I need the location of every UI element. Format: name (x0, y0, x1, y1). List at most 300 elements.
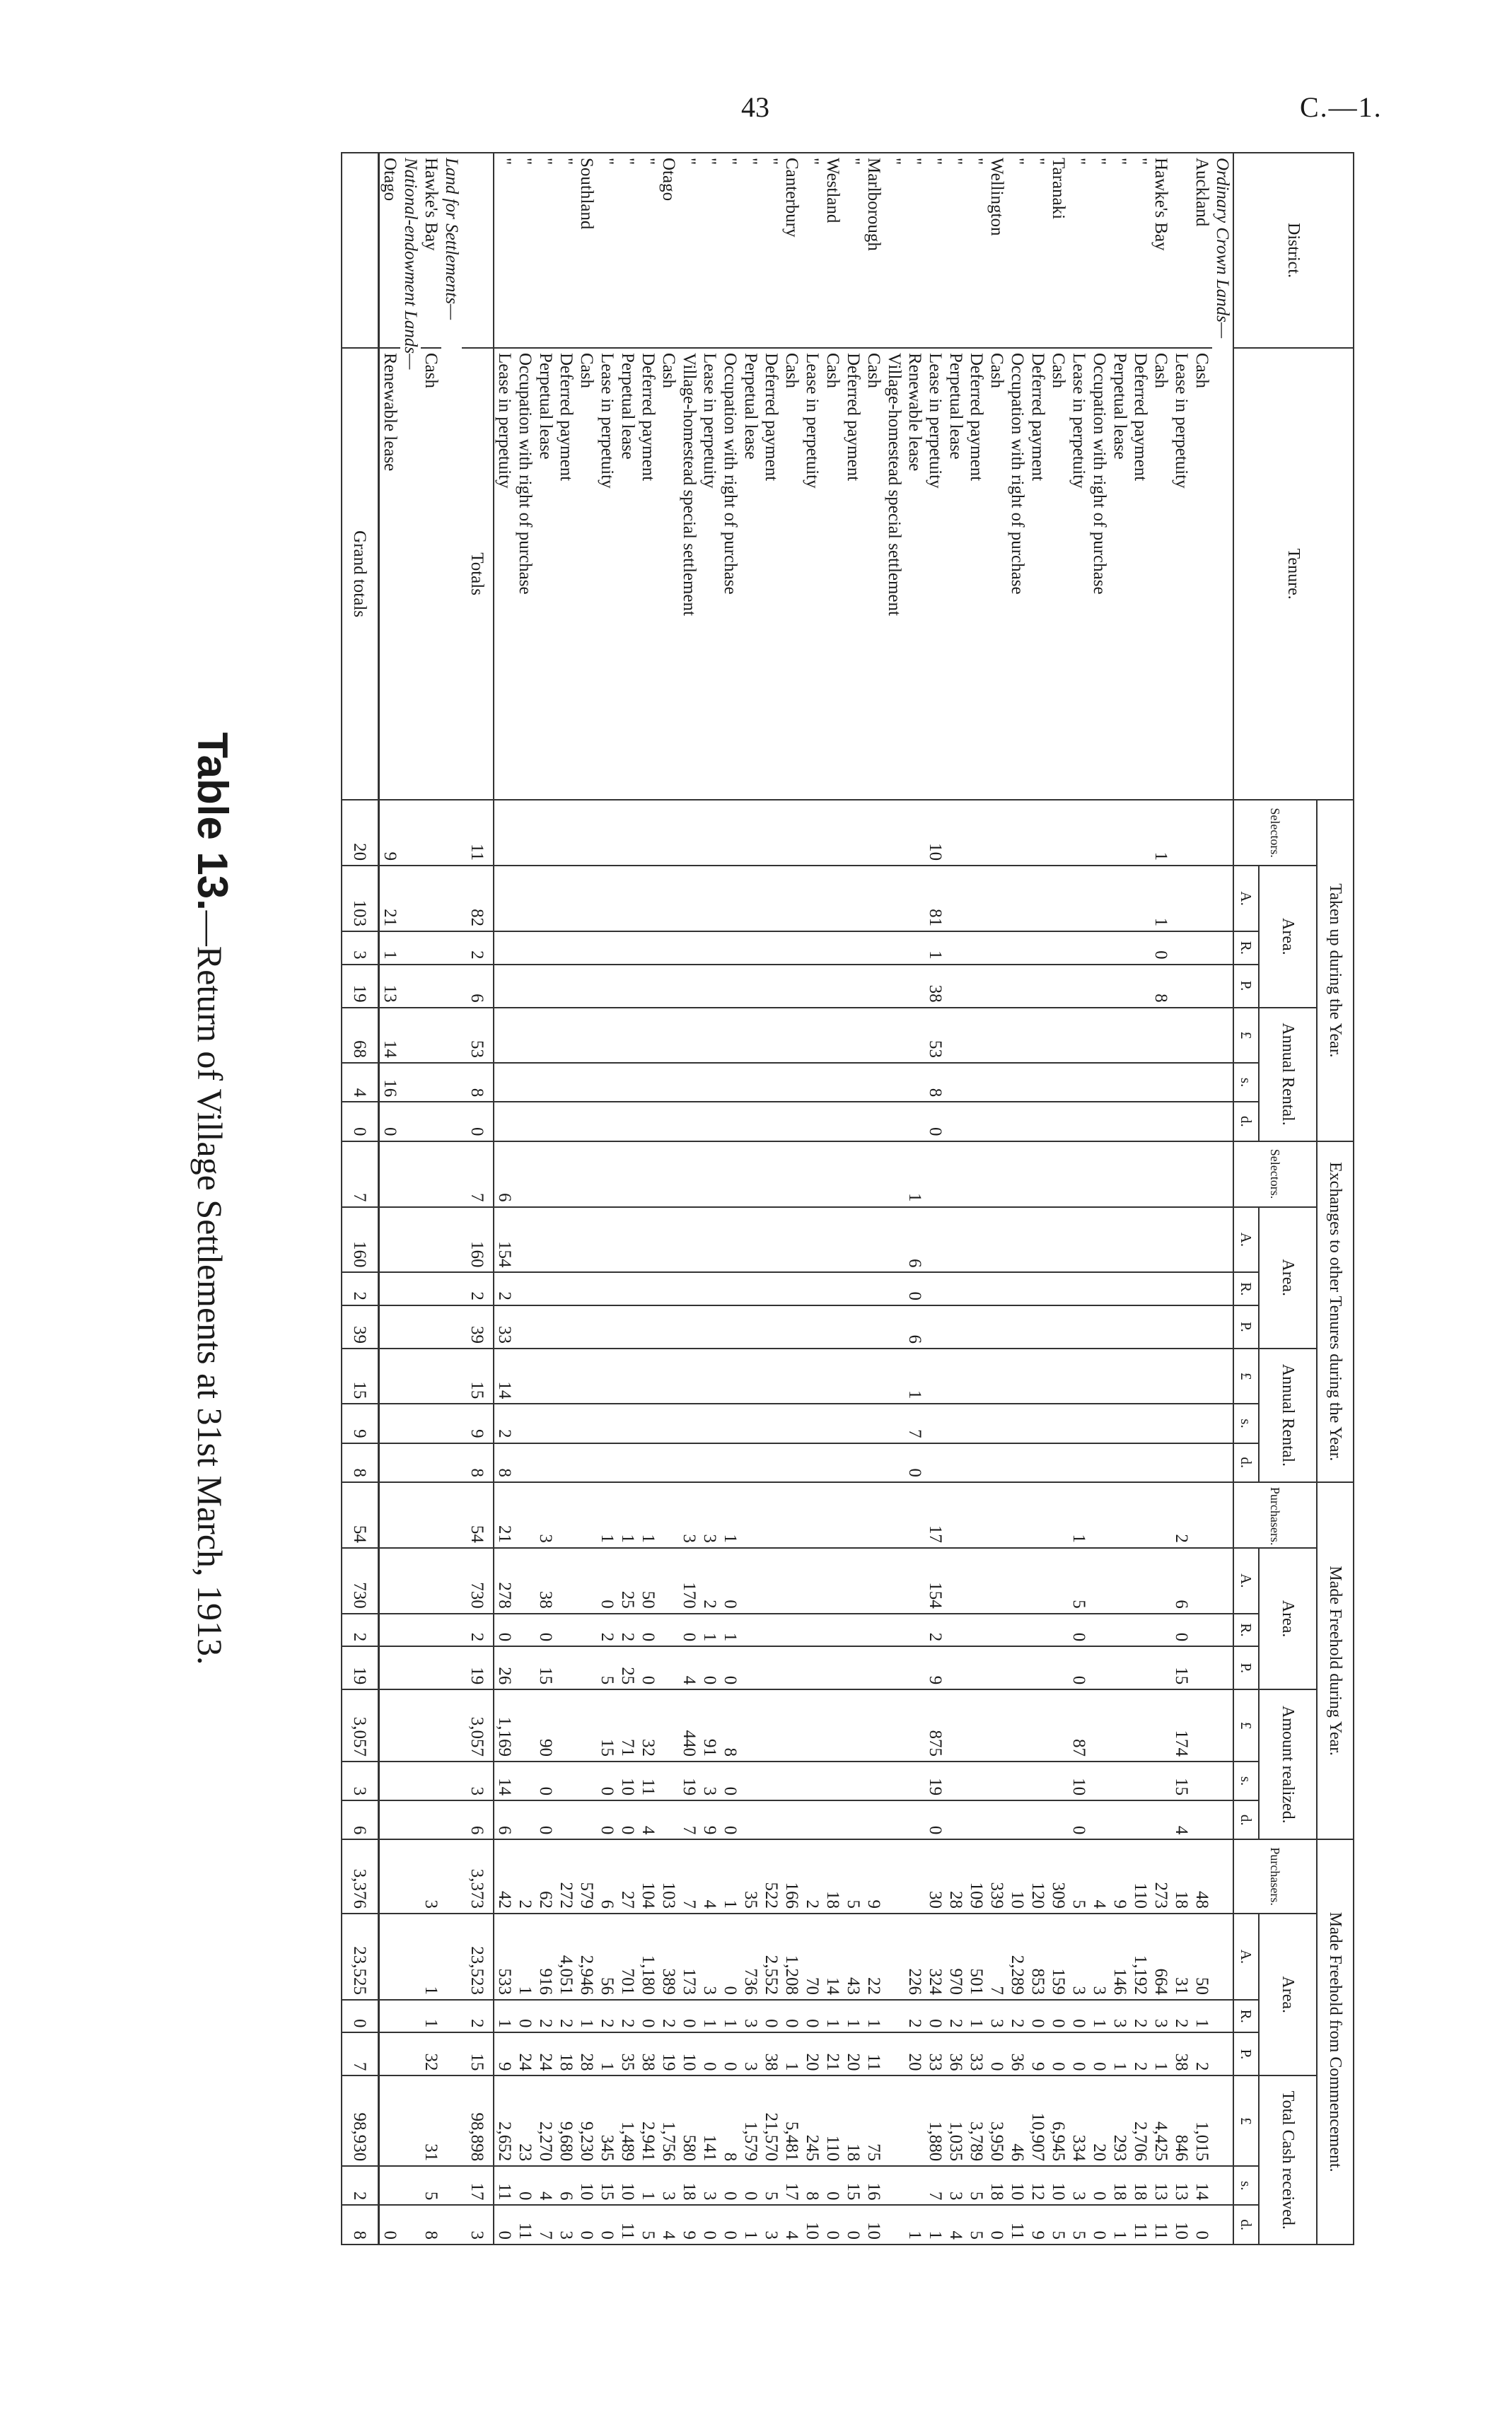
value-cell-es (966, 1404, 987, 1443)
unit-acres: A. (1233, 1548, 1259, 1614)
value-cell-p1 (679, 965, 699, 1008)
value-cell-rl: 14 (379, 1008, 401, 1063)
value-cell-ca: 23,525 (342, 1914, 379, 2000)
value-cell-rd (421, 1102, 441, 1141)
empty-cell (441, 1141, 462, 1207)
value-cell-ca: 533 (494, 1914, 515, 2000)
unit-shillings: s. (1233, 2166, 1259, 2205)
value-cell-ml (822, 1689, 843, 1762)
value-cell-fpp (1028, 1646, 1048, 1689)
value-cell-td: 11 (1130, 2205, 1151, 2245)
value-cell-el: 1 (905, 1349, 925, 1404)
value-cell-cpp: 28 (576, 2032, 597, 2075)
value-cell-cp: 1 (720, 1839, 740, 1914)
value-cell-fa: 6 (1171, 1548, 1192, 1614)
table-row (740, 153, 761, 2245)
value-cell-a1 (905, 866, 925, 931)
value-cell-rd (987, 1102, 1007, 1141)
value-cell-ep (802, 1305, 822, 1349)
value-cell-rl (1007, 1008, 1028, 1063)
value-cell-p1 (597, 965, 617, 1008)
value-cell-fr (379, 1614, 401, 1646)
value-cell-ea: 160 (462, 1207, 494, 1273)
value-cell-ts: 0 (740, 2166, 761, 2205)
value-cell-er (863, 1272, 884, 1305)
value-cell-p1 (946, 965, 966, 1008)
value-cell-cpp: 38 (761, 2032, 781, 2075)
value-cell-esel (379, 1141, 401, 1207)
value-cell-r1 (822, 931, 843, 964)
value-cell-rs (740, 1063, 761, 1102)
value-cell-fa (884, 1548, 905, 1614)
value-cell-fp: 3 (699, 1482, 720, 1548)
value-cell-fpp (905, 1646, 925, 1689)
value-cell-rl (720, 1008, 740, 1063)
value-cell-rl (1151, 1008, 1171, 1063)
value-cell-ml (556, 1689, 576, 1762)
value-cell-er: 2 (462, 1272, 494, 1305)
value-cell-p1 (1048, 965, 1069, 1008)
value-cell-ml (905, 1689, 925, 1762)
value-cell-fpp: 0 (699, 1646, 720, 1689)
value-cell-rs (822, 1063, 843, 1102)
value-cell-ms: 3 (462, 1762, 494, 1800)
value-cell-sel (1089, 800, 1110, 866)
value-cell-a1 (987, 866, 1007, 931)
value-cell-ea (699, 1207, 720, 1273)
value-cell-fpp (781, 1646, 802, 1689)
value-cell-er (658, 1272, 679, 1305)
value-cell-es (576, 1404, 597, 1443)
value-cell-rl (966, 1008, 987, 1063)
empty-cell (441, 1063, 462, 1102)
value-cell-el (946, 1349, 966, 1404)
value-cell-fr: 0 (638, 1614, 658, 1646)
header-annual-rental: Annual Rental. (1259, 1008, 1317, 1141)
value-cell-ca: 3 (1089, 1914, 1110, 2000)
value-cell-ep (925, 1305, 946, 1349)
value-cell-ea (597, 1207, 617, 1273)
value-cell-a1 (421, 866, 441, 931)
value-cell-es (1110, 1404, 1130, 1443)
value-cell-ea (884, 1207, 905, 1273)
value-cell-ms: 0 (720, 1762, 740, 1800)
tenure-cell: Cash (1048, 348, 1069, 800)
value-cell-cr: 2 (1171, 2000, 1192, 2032)
empty-cell (400, 1646, 421, 1689)
empty-cell (441, 1443, 462, 1482)
value-cell-fr: 0 (535, 1614, 556, 1646)
value-cell-tl (379, 2075, 401, 2166)
value-cell-cp: 6 (597, 1839, 617, 1914)
value-cell-es (638, 1404, 658, 1443)
value-cell-ms: 14 (494, 1762, 515, 1800)
tenure-cell: Cash (576, 348, 597, 800)
value-cell-td (884, 2205, 905, 2245)
value-cell-el (1069, 1349, 1089, 1404)
value-cell-cr: 0 (802, 2000, 822, 2032)
value-cell-fa (843, 1548, 863, 1614)
value-cell-rs (781, 1063, 802, 1102)
value-cell-rs (1192, 1063, 1212, 1102)
value-cell-sel (617, 800, 638, 866)
empty-cell (441, 1614, 462, 1646)
empty-cell (1212, 800, 1233, 866)
value-cell-rs (699, 1063, 720, 1102)
table-row (843, 153, 863, 2245)
empty-cell (1212, 1689, 1233, 1762)
value-cell-ms: 0 (535, 1762, 556, 1800)
value-cell-cp: 9 (1110, 1839, 1130, 1914)
value-cell-p1: 8 (1151, 965, 1171, 1008)
value-cell-er (421, 1272, 441, 1305)
value-cell-ts: 17 (781, 2166, 802, 2205)
value-cell-r1 (720, 931, 740, 964)
value-cell-ml: 91 (699, 1689, 720, 1762)
value-cell-cr: 2 (1130, 2000, 1151, 2032)
value-cell-fr (761, 1614, 781, 1646)
value-cell-ms (1028, 1762, 1048, 1800)
value-cell-p1: 13 (379, 965, 401, 1008)
empty-cell (1212, 1762, 1233, 1800)
district-cell: " (1110, 153, 1130, 348)
value-cell-cr: 2 (462, 2000, 494, 2032)
value-cell-md (421, 1800, 441, 1839)
district-cell: Southland (576, 153, 597, 348)
value-cell-ea: 6 (905, 1207, 925, 1273)
value-cell-cp: 103 (658, 1839, 679, 1914)
value-cell-ep (638, 1305, 658, 1349)
value-cell-fr: 2 (342, 1614, 379, 1646)
table-row (494, 153, 515, 2245)
value-cell-r1 (421, 931, 441, 964)
value-cell-ed (658, 1443, 679, 1482)
value-cell-cpp: 7 (342, 2032, 379, 2075)
value-cell-tl: 20 (1089, 2075, 1110, 2166)
value-cell-fpp (1151, 1646, 1171, 1689)
value-cell-esel (1007, 1141, 1028, 1207)
value-cell-md (1028, 1800, 1048, 1839)
value-cell-ed (1007, 1443, 1028, 1482)
value-cell-es: 7 (905, 1404, 925, 1443)
empty-cell (400, 1404, 421, 1443)
value-cell-ea (987, 1207, 1007, 1273)
value-cell-cr: 1 (822, 2000, 843, 2032)
value-cell-cp: 48 (1192, 1839, 1212, 1914)
value-cell-esel (843, 1141, 863, 1207)
unit-acres: A. (1233, 866, 1259, 931)
value-cell-cpp: 38 (1171, 2032, 1192, 2075)
value-cell-er (966, 1272, 987, 1305)
value-cell-ca: 146 (1110, 1914, 1130, 2000)
value-cell-el (761, 1349, 781, 1404)
value-cell-el (987, 1349, 1007, 1404)
tenure-cell: Deferred payment (556, 348, 576, 800)
unit-pounds: £ (1233, 1008, 1259, 1063)
district-cell: " (679, 153, 699, 348)
value-cell-sel (863, 800, 884, 866)
value-cell-er (597, 1272, 617, 1305)
value-cell-r1 (946, 931, 966, 964)
value-cell-esel (802, 1141, 822, 1207)
value-cell-rs (946, 1063, 966, 1102)
value-cell-fr (1130, 1614, 1151, 1646)
value-cell-ts: 18 (679, 2166, 699, 2205)
value-cell-md (1130, 1800, 1151, 1839)
value-cell-rd (720, 1102, 740, 1141)
value-cell-a1 (1048, 866, 1069, 931)
value-cell-ml (1110, 1689, 1130, 1762)
unit-pence: d. (1233, 1800, 1259, 1839)
value-cell-rl (638, 1008, 658, 1063)
value-cell-cp: 3 (421, 1839, 441, 1914)
value-cell-ms (905, 1762, 925, 1800)
value-cell-sel (515, 800, 535, 866)
value-cell-ca: 324 (925, 1914, 946, 2000)
tenure-cell: Deferred payment (966, 348, 987, 800)
value-cell-ts: 13 (1171, 2166, 1192, 2205)
value-cell-ml: 440 (679, 1689, 699, 1762)
value-cell-ea (1007, 1207, 1028, 1273)
value-cell-ml (1192, 1689, 1212, 1762)
value-cell-ca: 736 (740, 1914, 761, 2000)
value-cell-es (720, 1404, 740, 1443)
table-row (515, 153, 535, 2245)
value-cell-ml: 875 (925, 1689, 946, 1762)
value-cell-r1: 3 (342, 931, 379, 964)
value-cell-cpp: 2 (1192, 2032, 1212, 2075)
value-cell-md (802, 1800, 822, 1839)
value-cell-sel (781, 800, 802, 866)
value-cell-td: 11 (1151, 2205, 1171, 2245)
value-cell-fpp: 0 (720, 1646, 740, 1689)
empty-cell (441, 1482, 462, 1548)
value-cell-esel (597, 1141, 617, 1207)
unit-pounds: £ (1233, 2075, 1259, 2166)
district-cell: Otago (379, 153, 401, 348)
value-cell-rd (1069, 1102, 1089, 1141)
value-cell-fa: 730 (342, 1548, 379, 1614)
value-cell-td: 5 (638, 2205, 658, 2245)
value-cell-tl: 1,579 (740, 2075, 761, 2166)
value-cell-rs (1007, 1063, 1028, 1102)
value-cell-el (863, 1349, 884, 1404)
value-cell-el (421, 1349, 441, 1404)
value-cell-fa (379, 1548, 401, 1614)
empty-cell (441, 1839, 462, 1914)
value-cell-cpp: 20 (905, 2032, 925, 2075)
value-cell-ca: 7 (987, 1914, 1007, 2000)
value-cell-ml (946, 1689, 966, 1762)
value-cell-cp: 109 (966, 1839, 987, 1914)
value-cell-fp (761, 1482, 781, 1548)
value-cell-p1 (1110, 965, 1130, 1008)
value-cell-r1 (1048, 931, 1069, 964)
value-cell-r1 (658, 931, 679, 964)
value-cell-el (379, 1349, 401, 1404)
unit-pounds: £ (1233, 1689, 1259, 1762)
table-row (1151, 153, 1171, 2245)
value-cell-fr (740, 1614, 761, 1646)
value-cell-a1 (761, 866, 781, 931)
header-freehold-commencement: Made Freehold from Commencement. (1317, 1839, 1354, 2245)
value-cell-cr: 2 (1007, 2000, 1028, 2032)
value-cell-ed (987, 1443, 1007, 1482)
value-cell-fpp (987, 1646, 1007, 1689)
value-cell-td: 11 (617, 2205, 638, 2245)
value-cell-rl (884, 1008, 905, 1063)
value-cell-el (781, 1349, 802, 1404)
value-cell-rd (576, 1102, 597, 1141)
value-cell-er (617, 1272, 638, 1305)
header-selectors: Selectors. (1233, 800, 1317, 866)
value-cell-fpp (515, 1646, 535, 1689)
table-row (802, 153, 822, 2245)
value-cell-r1 (884, 931, 905, 964)
empty-cell (1212, 1207, 1233, 1273)
value-cell-fa (658, 1548, 679, 1614)
value-cell-tl: 75 (863, 2075, 884, 2166)
header-taken-up: Taken up during the Year. (1317, 800, 1354, 1141)
value-cell-rl (658, 1008, 679, 1063)
value-cell-el (1089, 1349, 1110, 1404)
value-cell-es (863, 1404, 884, 1443)
district-cell: Marlborough (863, 153, 884, 348)
value-cell-ts: 0 (1089, 2166, 1110, 2205)
value-cell-sel (535, 800, 556, 866)
table-row (1192, 153, 1212, 2245)
district-cell: " (1069, 153, 1089, 348)
section-header-row (441, 153, 462, 2245)
empty-cell (400, 1443, 421, 1482)
value-cell-cr: 1 (494, 2000, 515, 2032)
value-cell-ca: 1,180 (638, 1914, 658, 2000)
value-cell-rl (699, 1008, 720, 1063)
value-cell-esel (863, 1141, 884, 1207)
village-settlements-table (341, 152, 1354, 2245)
empty-cell (400, 1762, 421, 1800)
value-cell-er (379, 1272, 401, 1305)
empty-cell (400, 800, 421, 866)
tenure-cell: Cash (781, 348, 802, 800)
district-cell: " (1089, 153, 1110, 348)
value-cell-cp: 10 (1007, 1839, 1028, 1914)
value-cell-ea (679, 1207, 699, 1273)
value-cell-cpp: 0 (1048, 2032, 1069, 2075)
value-cell-rl (1171, 1008, 1192, 1063)
value-cell-cpp: 24 (515, 2032, 535, 2075)
value-cell-sel (843, 800, 863, 866)
value-cell-a1 (884, 866, 905, 931)
value-cell-fa: 0 (597, 1548, 617, 1614)
value-cell-fpp (1192, 1646, 1212, 1689)
value-cell-r1 (515, 931, 535, 964)
value-cell-fp: 3 (679, 1482, 699, 1548)
value-cell-ml: 71 (617, 1689, 638, 1762)
tenure-cell: Lease in perpetuity (1171, 348, 1192, 800)
value-cell-ed (576, 1443, 597, 1482)
value-cell-p1 (1171, 965, 1192, 1008)
table-row (822, 153, 843, 2245)
value-cell-es (535, 1404, 556, 1443)
value-cell-er: 2 (494, 1272, 515, 1305)
value-cell-es (987, 1404, 1007, 1443)
value-cell-fa (905, 1548, 925, 1614)
value-cell-es (679, 1404, 699, 1443)
table-row (699, 153, 720, 2245)
value-cell-es (946, 1404, 966, 1443)
value-cell-cr: 2 (946, 2000, 966, 2032)
table-row (1110, 153, 1130, 2245)
empty-cell (1212, 2075, 1233, 2166)
value-cell-fp: 54 (462, 1482, 494, 1548)
value-cell-esel (822, 1141, 843, 1207)
value-cell-esel (966, 1141, 987, 1207)
value-cell-ea (843, 1207, 863, 1273)
value-cell-fpp (740, 1646, 761, 1689)
value-cell-fpp: 19 (342, 1646, 379, 1689)
value-cell-ed (884, 1443, 905, 1482)
header-total-cash: Total Cash received. (1259, 2075, 1317, 2245)
value-cell-ea: 154 (494, 1207, 515, 1273)
tenure-cell: Renewable lease (379, 348, 401, 800)
district-cell: Ordinary Crown Lands— (1212, 153, 1233, 800)
district-cell (342, 153, 379, 348)
value-cell-er (1130, 1272, 1151, 1305)
table-caption: —Return of Village Settlements at 31st March, 1913. (190, 910, 230, 1665)
value-cell-a1: 1 (1151, 866, 1171, 931)
value-cell-rs (679, 1063, 699, 1102)
value-cell-rs (556, 1063, 576, 1102)
table-row (863, 153, 884, 2245)
value-cell-rs (720, 1063, 740, 1102)
value-cell-rl (781, 1008, 802, 1063)
value-cell-cp: 18 (1171, 1839, 1192, 1914)
value-cell-ca: 173 (679, 1914, 699, 2000)
table-row (1130, 153, 1151, 2245)
value-cell-fpp: 0 (638, 1646, 658, 1689)
value-cell-cpp: 21 (822, 2032, 843, 2075)
value-cell-cpp: 0 (1089, 2032, 1110, 2075)
empty-cell (441, 1646, 462, 1689)
value-cell-cpp: 0 (720, 2032, 740, 2075)
value-cell-ca: 14 (822, 1914, 843, 2000)
value-cell-md (658, 1800, 679, 1839)
value-cell-esel (1192, 1141, 1212, 1207)
empty-cell (400, 1914, 421, 2000)
value-cell-fpp (966, 1646, 987, 1689)
empty-cell (1212, 931, 1233, 964)
value-cell-ea (946, 1207, 966, 1273)
value-cell-ms (946, 1762, 966, 1800)
value-cell-r1 (679, 931, 699, 964)
table-row (379, 153, 401, 2245)
value-cell-fp (576, 1482, 597, 1548)
value-cell-es (884, 1404, 905, 1443)
value-cell-cr: 2 (535, 2000, 556, 2032)
value-cell-tl: 2,941 (638, 2075, 658, 2166)
value-cell-sel (720, 800, 740, 866)
value-cell-sel: 1 (1151, 800, 1171, 866)
empty-cell (441, 1404, 462, 1443)
value-cell-fr (843, 1614, 863, 1646)
header-district: District. (1233, 153, 1354, 348)
value-cell-td: 0 (1192, 2205, 1212, 2245)
value-cell-ep (576, 1305, 597, 1349)
value-cell-rl (1048, 1008, 1069, 1063)
value-cell-ed (761, 1443, 781, 1482)
value-cell-a1 (1110, 866, 1130, 931)
